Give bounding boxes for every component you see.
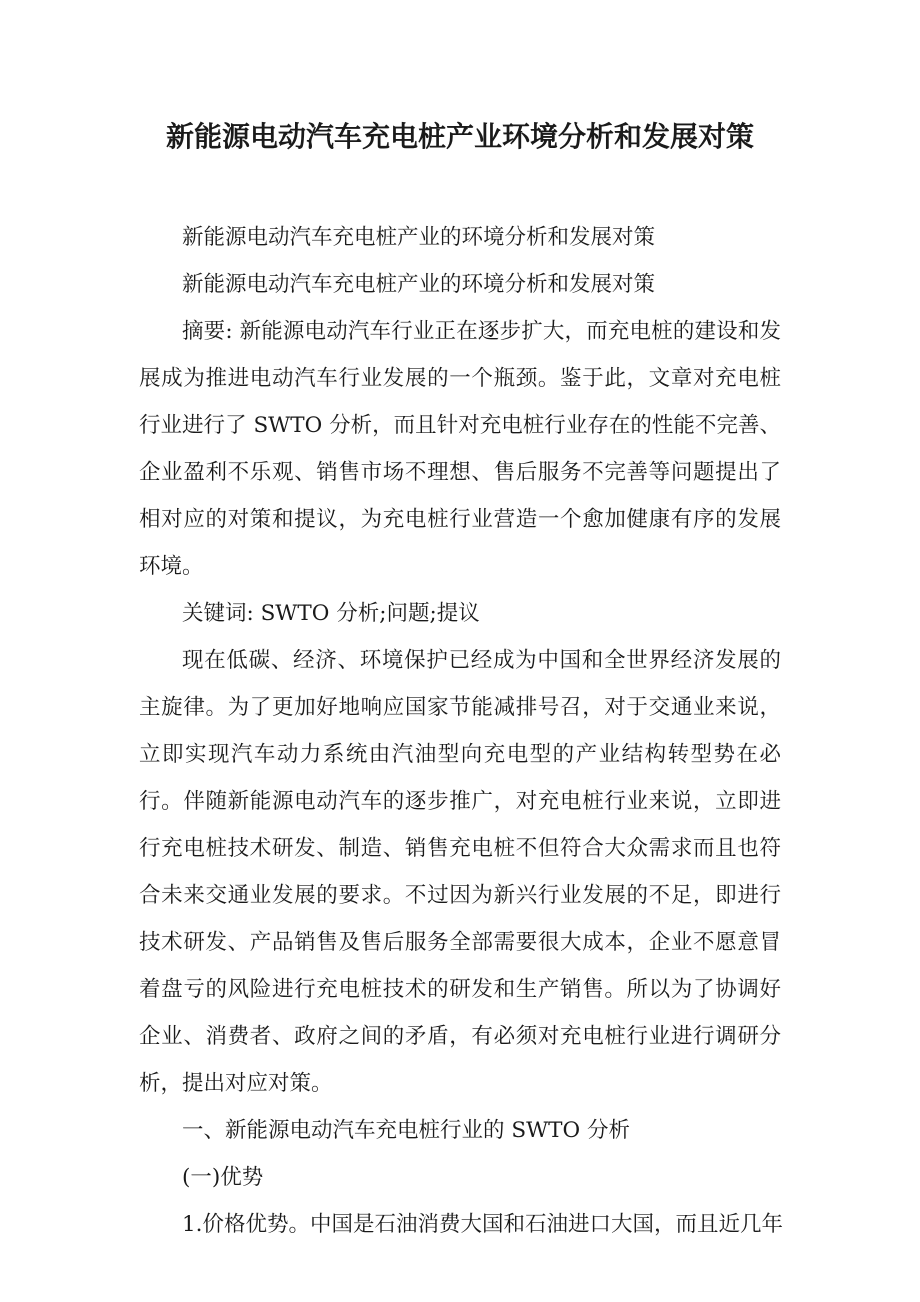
keywords-line: 关键词: SWTO 分析;问题;提议 — [182, 601, 480, 626]
price-advantage-paragraph: 1.价格优势。中国是石油消费大国和石油进口大国，而且近几年 — [182, 1212, 784, 1237]
abstract-paragraph: 摘要: 新能源电动汽车行业正在逐步扩大，而充电桩的建设和发展成为推进电动汽车行业发展的一个瓶颈。鉴于此，文章对充电桩行业进行了 SWTO 分析，而且针对充电桩行业存在的性能不完善、企业盈利不乐观、销售市场不理想、售后服务不完善等问题提出了相对应的对策和提议，为充电桩行业营造一个愈加健康有序的发展环境。 — [139, 319, 781, 579]
document-title: 新能源电动汽车充电桩产业环境分析和发展对策 — [165, 120, 754, 153]
subtitle-line-2: 新能源电动汽车充电桩产业的环境分析和发展对策 — [182, 272, 656, 297]
subtitle-line-1: 新能源电动汽车充电桩产业的环境分析和发展对策 — [182, 225, 656, 250]
subsection-heading-advantages: (一)优势 — [182, 1165, 264, 1190]
intro-paragraph: 现在低碳、经济、环境保护已经成为中国和全世界经济发展的主旋律。为了更加好地响应国家节能减排号召，对于交通业来说，立即实现汽车动力系统由汽油型向充电型的产业结构转型势在必行。伴随新能源电动汽车的逐步推广，对充电桩行业来说，立即进行充电桩技术研发、制造、销售充电桩不但符合大众需求而且也符合未来交通业发展的要求。不过因为新兴行业发展的不足，即进行技术研发、产品销售及售后服务全部需要很大成本，企业不愿意冒着盘亏的风险进行充电桩技术的研发和生产销售。所以为了协调好企业、消费者、政府之间的矛盾，有必须对充电桩行业进行调研分析，提出对应对策。 — [139, 648, 781, 1096]
document-body — [139, 214, 784, 1248]
section-heading-1: 一、新能源电动汽车充电桩行业的 SWTO 分析 — [182, 1118, 630, 1143]
